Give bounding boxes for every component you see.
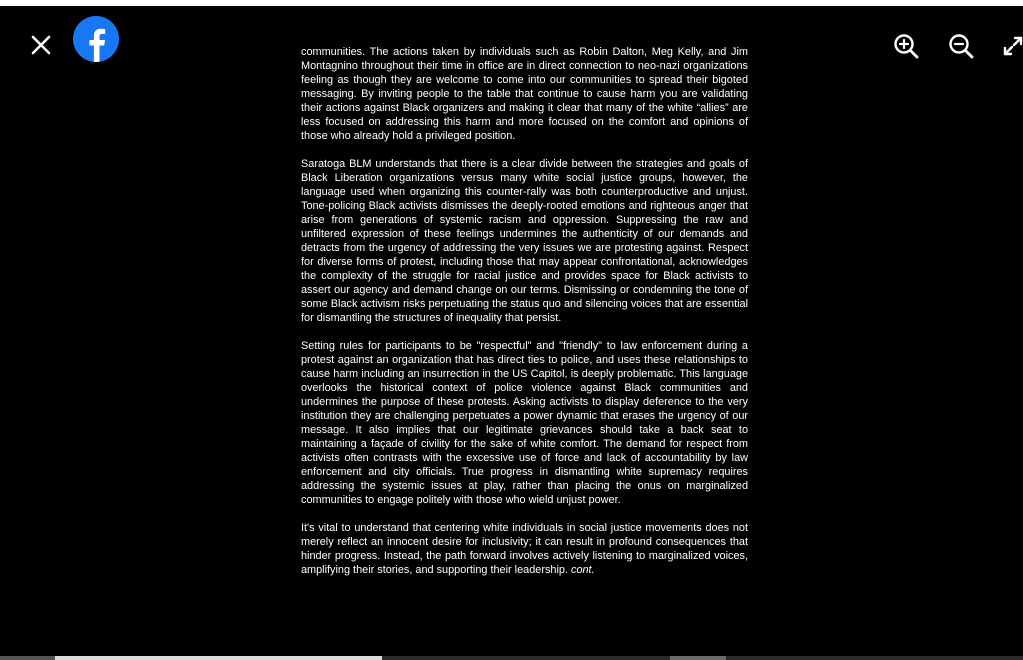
facebook-logo[interactable] (73, 16, 119, 62)
scrollbar-segment (670, 656, 726, 660)
continued-label: cont. (571, 564, 595, 576)
paragraph-4-text: It's vital to understand that centering white individuals in social justice movements does not merely reflect an innocent desire for inclusivity; it can result in profound consequences that hinder progress. Instead, the path forward involves actively listening to marginalized voices, amplifying their stories, and supporting their leadership. (301, 522, 748, 576)
zoom-in-icon (892, 32, 920, 60)
zoom-in-button[interactable] (892, 32, 920, 60)
facebook-logo-icon (73, 16, 119, 62)
scrollbar-thumb[interactable] (55, 656, 382, 660)
paragraph-1: communities. The actions taken by individuals such as Robin Dalton, Meg Kelly, and Jim Montagnino throughout their time in office are in direct connection to neo-nazi organizations feeling as though they are welcome to come into our communities to spread their bigoted messaging. By inviting people to the table that continue to cause harm you are validating their actions against Black organizers and making it clear that many of the white “allies” are less focused on addressing this harm and more focused on the comfort and opinions of those who already hold a privileged position. (301, 46, 748, 142)
paragraph-3: Setting rules for participants to be "respectful" and "friendly" to law enforcement during a protest against an organization that has direct ties to police, and uses these relationships to cause harm including an insurrection in the US Capitol, is deeply problematic. This language overlooks the historical context of police violence against Black communities and undermines the purpose of these protests. Asking activists to display deference to the very institution they are challenging perpetuates a power dynamic that erases the urgency of our message. It also implies that our legitimate grievances should take a back seat to maintaining a façade of civility for the sake of white comfort. The demand for respect from activists often contrasts with the excessive use of force and lack of accountability by law enforcement and city officials. True progress in dismantling white supremacy requires addressing the systemic issues at play, rather than placing the onus on marginalized communities to engage politely with those who wield unjust power. (301, 340, 748, 506)
close-button[interactable] (26, 30, 56, 60)
filmstrip-scrollbar[interactable] (0, 656, 1023, 660)
photo-viewer (0, 6, 1023, 656)
zoom-out-icon (947, 32, 975, 60)
scrollbar-segment (0, 656, 55, 660)
document-text (301, 45, 748, 577)
paragraph-4 (301, 521, 748, 577)
fullscreen-button[interactable] (1003, 32, 1023, 60)
fullscreen-icon (1003, 32, 1023, 60)
close-icon (26, 30, 56, 60)
paragraph-2: Saratoga BLM understands that there is a clear divide between the strategies and goals of Black Liberation organizations versus many white social justice groups, however, the language used when organizing this counter-rally was both counterproductive and unjust. Tone-policing Black activists dismisses the deeply-rooted emotions and righteous anger that arise from generations of systemic racism and oppression. Suppressing the raw and unfiltered expression of these feelings undermines the authenticity of our demands and detracts from the urgency of addressing the very issues we are protesting against. Respect for diverse forms of protest, including those that may appear confrontational, acknowledges the complexity of the struggle for racial justice and provides space for Black activists to assert our agency and demand change on our terms. Dismissing or condemning the tone of some Black activism risks perpetuating the status quo and silencing voices that are essential for dismantling the structures of inequality that persist. (301, 158, 748, 324)
zoom-out-button[interactable] (947, 32, 975, 60)
